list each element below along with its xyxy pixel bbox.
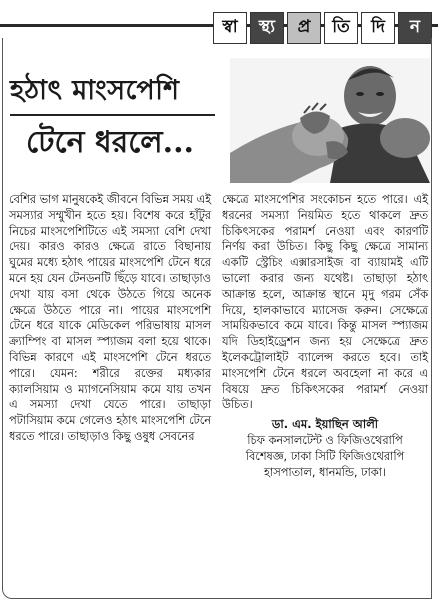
body-paragraph: বেশির ভাগ মানুষকেই জীবনে বিভিন্ন সময় এই সমস্যার সম্মুখীন হতে হয়। বিশেষ করে হাঁটুর নিচের মাংসপেশিটিতে এই সমস্যা বেশি দেখা দেয়। কারও কারও ক্ষেত্রে রাতে বিছানায় ঘুমের মধ্যে হঠাৎ পায়ের মাংসপেশি টেনে ধরে মনে হয় যেন টেনডনটি ছিঁড়ে যাবে। তাছাড়াও দেখা যায় বসা থেকে উঠতে গিয়ে অনেক ক্ষেত্রে উঠতে পারে না। পায়ের মাংসপেশি টেনে ধরে যাকে মেডিকেল পরিভাষায় মাসল ক্র্যাম্পিং বা মাসল স্প্যাজম বলা হয়ে থাকে। বিভিন্ন কারণে এই মাংসপেশি টেনে ধরতে পারে। যেমন: শরীরে রক্তের মধ্যকার ক্যালসিয়াম ও ম্যাগনেসিয়াম কমে যায় তখন এ সমস্যা দেখা যেতে পারে। তাছাড়া পটাসিয়াম কমে গেলেও হঠাৎ মাংসপেশি টেনে ধরতে পারে। তাছাড়াও কিছু ওষুধ সেবনের — [9, 193, 211, 443]
section-tile: তি — [324, 12, 358, 44]
headline-line-1: হঠাৎ মাংসপেশি — [10, 75, 180, 106]
headline-line-2: টেনে ধরলে... — [26, 125, 194, 160]
author-affiliation-line: হাসপাতাল, ধানমন্ডি, ঢাকা। — [264, 465, 386, 479]
section-tile: ন — [398, 12, 432, 44]
author-affiliation-line: চিফ কনসালটেন্ট ও ফিজিওথেরাপি — [247, 433, 403, 447]
article-column-left — [9, 192, 211, 445]
section-tile: দি — [361, 12, 395, 44]
body-paragraph: ক্ষেত্রে মাংসপেশির সংকোচন হতে পারে। এই ধরনের সমস্যা নিয়মিত হতে থাকলে দ্রুত চিকিৎসকের পরামর্শ নেওয়া এবং কারণটি নির্ণয় করা উচিত। কিছু কিছু ক্ষেত্রে সামান্য একটি স্ট্রেচিং এক্সারসাইজ বা ব্যায়ামই এটি ভালো করার জন্য যথেষ্ট। তাছাড়া হঠাৎ আক্রান্ত হলে, আক্রান্ত স্থানে মৃদু গরম সেঁক দিয়ে, হালকাভাবে ম্যাসেজ করুন। সেক্ষেত্রে সাময়িকভাবে কমে যাবে। কিন্তু মাসল স্প্যাজম যদি ডিহাইড্রেশন জন্য হয় সেক্ষেত্রে দ্রুত ইলেকট্রোলাইট ব্যালেন্স করতে হবে। তাই মাংসপেশি টেনে ধরলে অবহেলা না করে এ বিষয়ে দ্রুত চিকিৎসকের পরামর্শ নেওয়া উচিত। — [222, 193, 428, 412]
man-holding-knee-photo — [230, 58, 430, 183]
author-name: ডা. এম. ইয়াছিন আলী — [271, 417, 379, 432]
section-tile: স্বা — [213, 12, 247, 44]
author-affiliation-line: বিশেষজ্ঞ, ঢাকা সিটি ফিজিওথেরাপি — [245, 449, 405, 463]
section-tile: স্থ্য — [250, 12, 284, 44]
article-column-right — [222, 192, 428, 480]
article-headline — [10, 74, 225, 162]
headline-divider — [10, 114, 215, 116]
section-tile: প্র — [287, 12, 321, 44]
